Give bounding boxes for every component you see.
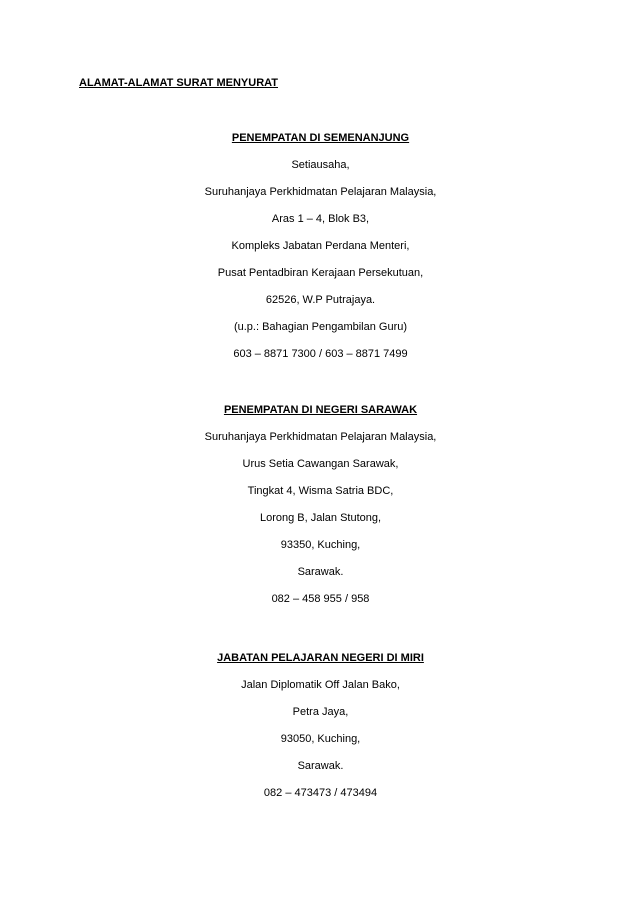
address-line: Urus Setia Cawangan Sarawak, [242, 458, 399, 470]
address-line: Petra Jaya, [292, 706, 349, 718]
section-heading: JABATAN PELAJARAN NEGERI DI MIRI [217, 652, 424, 664]
address-line: (u.p.: Bahagian Pengambilan Guru) [233, 321, 408, 333]
section-heading: PENEMPATAN DI SEMENANJUNG [231, 132, 410, 144]
address-line: 93050, Kuching, [280, 733, 361, 745]
address-line: Kompleks Jabatan Perdana Menteri, [231, 240, 410, 252]
address-line: Tingkat 4, Wisma Satria BDC, [247, 485, 394, 497]
address-line: Aras 1 – 4, Blok B3, [271, 213, 370, 225]
address-line: Sarawak. [297, 760, 344, 772]
address-line: Suruhanjaya Perkhidmatan Pelajaran Malaysia, [204, 186, 437, 198]
address-line: 62526, W.P Putrajaya. [265, 294, 376, 306]
address-line: Setiausaha, [291, 159, 350, 171]
section-semenanjung [163, 125, 478, 368]
address-line: Lorong B, Jalan Stutong, [259, 512, 382, 524]
address-line: Sarawak. [297, 566, 344, 578]
phone-line: 603 – 8871 7300 / 603 – 8871 7499 [233, 348, 408, 360]
section-heading: PENEMPATAN DI NEGERI SARAWAK [223, 404, 418, 416]
address-line: 93350, Kuching, [280, 539, 361, 551]
document-title: ALAMAT-ALAMAT SURAT MENYURAT [79, 77, 278, 89]
phone-line: 082 – 458 955 / 958 [271, 593, 370, 605]
section-sarawak [163, 397, 478, 613]
phone-line: 082 – 473473 / 473494 [263, 787, 378, 799]
address-line: Pusat Pentadbiran Kerajaan Persekutuan, [217, 267, 424, 279]
address-line: Jalan Diplomatik Off Jalan Bako, [241, 679, 400, 691]
section-miri [163, 645, 478, 807]
address-line: Suruhanjaya Perkhidmatan Pelajaran Malaysia, [204, 431, 437, 443]
